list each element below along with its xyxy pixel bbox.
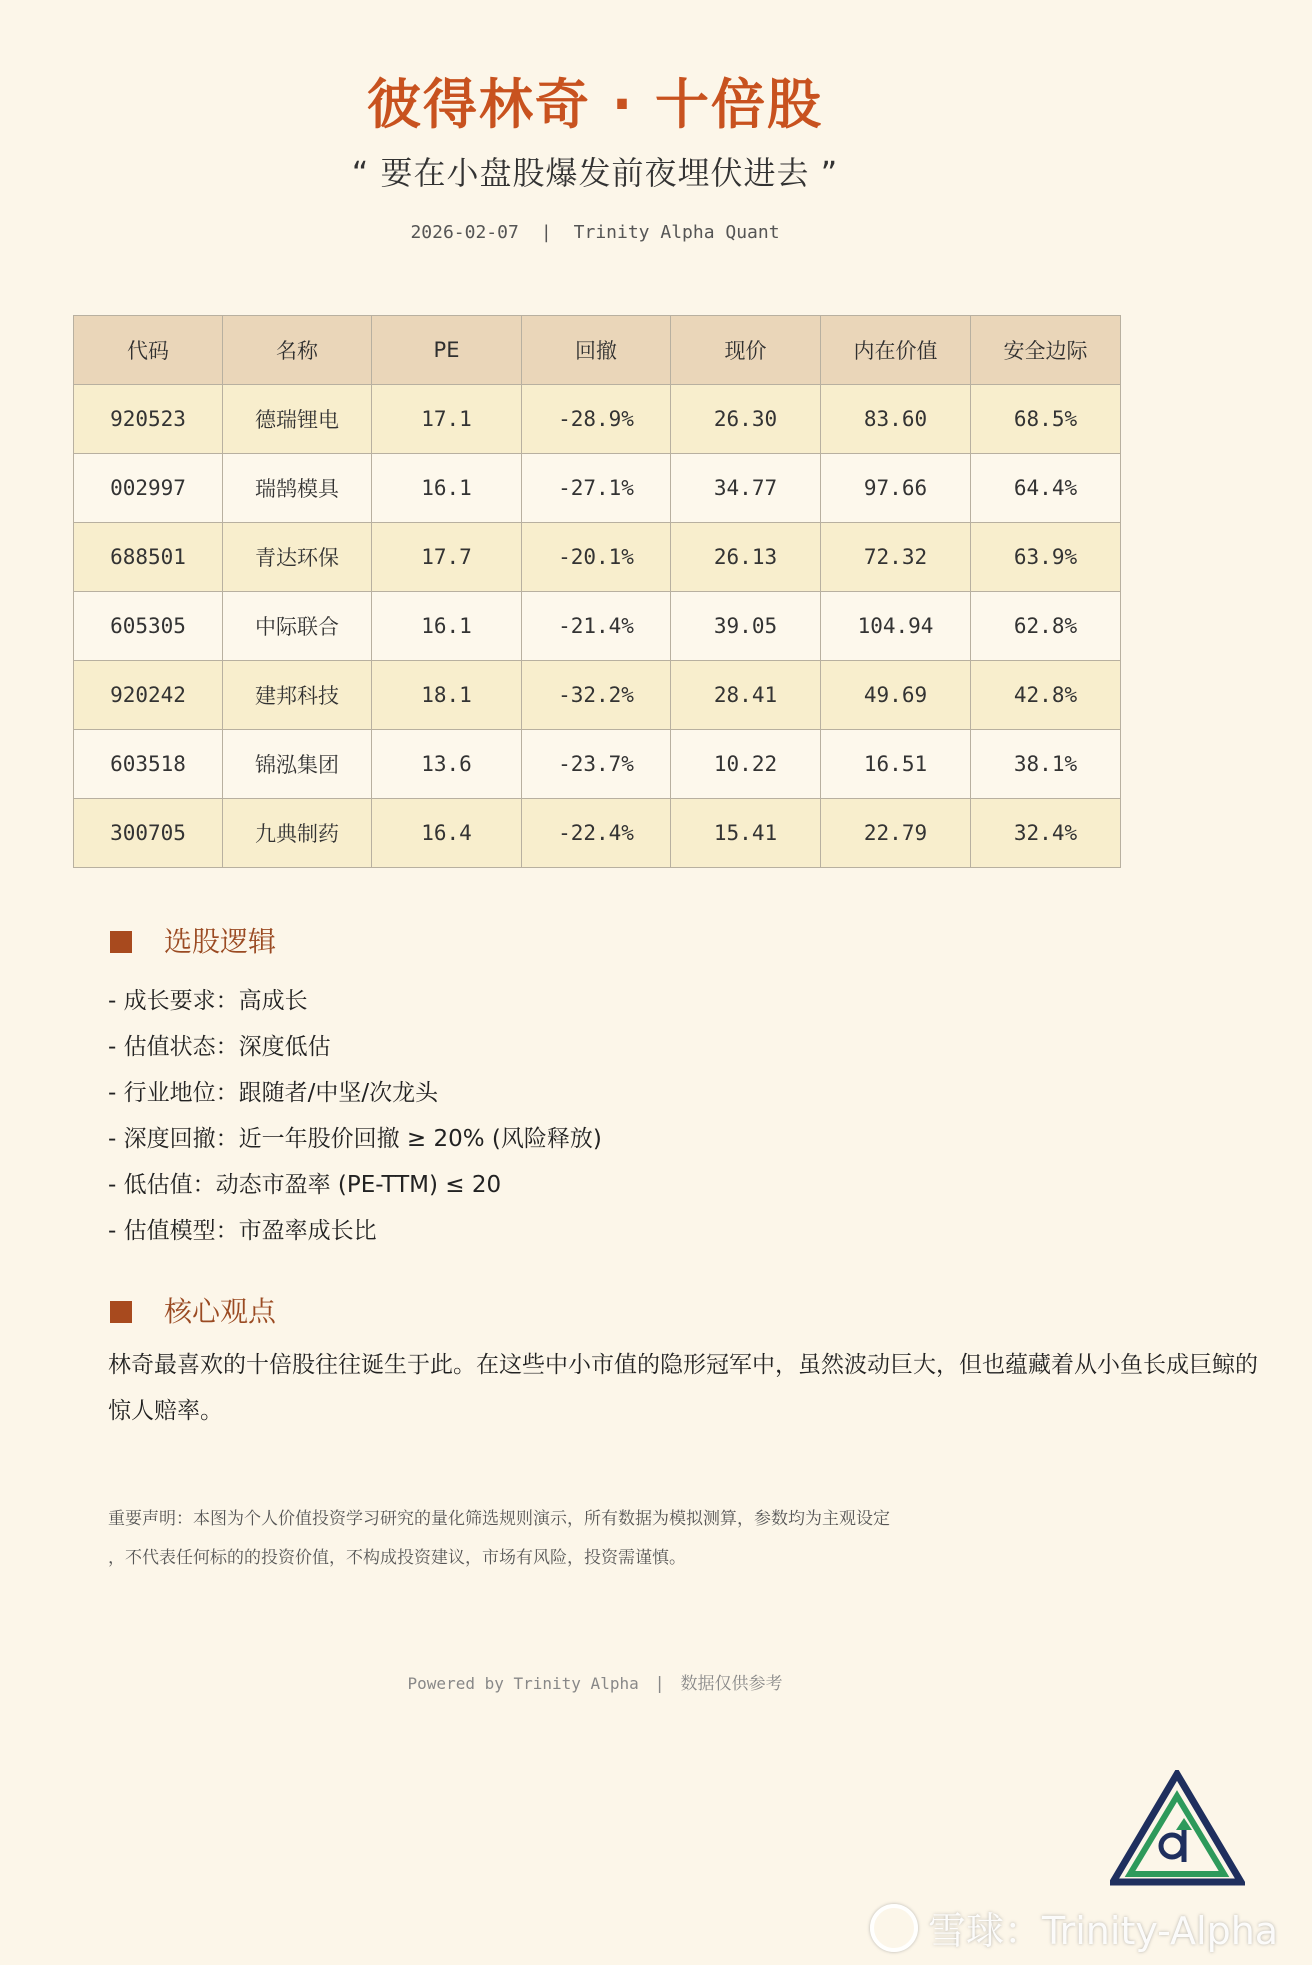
cell-code: 920523 xyxy=(74,385,223,454)
disclaimer-line: 重要声明：本图为个人价值投资学习研究的量化筛选规则演示，所有数据为模拟测算，参数均为主观设定 xyxy=(108,1509,890,1529)
logic-list xyxy=(108,978,602,1254)
cell-price: 15.41 xyxy=(671,799,821,868)
list-item: - 深度回撤：近一年股价回撤 ≥ 20% (风险释放) xyxy=(108,1126,602,1152)
cell-price: 39.05 xyxy=(671,592,821,661)
col-header-drawdown: 回撤 xyxy=(522,316,671,385)
table-header-row xyxy=(74,316,1121,385)
list-item: - 行业地位：跟随者/中坚/次龙头 xyxy=(108,1080,439,1106)
cell-price: 26.13 xyxy=(671,523,821,592)
cell-price: 28.41 xyxy=(671,661,821,730)
meta-line xyxy=(0,222,1190,243)
cell-name: 建邦科技 xyxy=(223,661,372,730)
cell-name: 锦泓集团 xyxy=(223,730,372,799)
list-item: - 低估值：动态市盈率 (PE-TTM) ≤ 20 xyxy=(108,1172,502,1198)
cell-drawdown: -20.1% xyxy=(522,523,671,592)
cell-intrinsic-value: 104.94 xyxy=(821,592,971,661)
cell-name: 德瑞锂电 xyxy=(223,385,372,454)
cell-code: 605305 xyxy=(74,592,223,661)
square-bullet-icon xyxy=(110,931,132,953)
col-header-code: 代码 xyxy=(74,316,223,385)
cell-pe: 16.1 xyxy=(372,454,522,523)
table-row xyxy=(74,661,1121,730)
section-heading-core xyxy=(110,1290,276,1330)
cell-intrinsic-value: 72.32 xyxy=(821,523,971,592)
cell-safety-margin: 32.4% xyxy=(971,799,1121,868)
powered-by: Powered by Trinity Alpha xyxy=(407,1674,639,1693)
report-date: 2026-02-07 xyxy=(410,222,519,243)
table-row xyxy=(74,385,1121,454)
list-item: - 成长要求：高成长 xyxy=(108,988,308,1014)
cell-pe: 17.1 xyxy=(372,385,522,454)
xueqiu-logo-icon xyxy=(870,1904,918,1952)
cell-drawdown: -21.4% xyxy=(522,592,671,661)
cell-pe: 17.7 xyxy=(372,523,522,592)
cell-price: 34.77 xyxy=(671,454,821,523)
cell-code: 603518 xyxy=(74,730,223,799)
table-row xyxy=(74,454,1121,523)
footer-separator: | xyxy=(656,1674,663,1694)
cell-safety-margin: 64.4% xyxy=(971,454,1121,523)
footer xyxy=(0,1669,1190,1694)
cell-drawdown: -28.9% xyxy=(522,385,671,454)
cell-drawdown: -32.2% xyxy=(522,661,671,730)
cell-safety-margin: 62.8% xyxy=(971,592,1121,661)
cell-intrinsic-value: 49.69 xyxy=(821,661,971,730)
meta-separator: | xyxy=(540,222,552,243)
core-viewpoint-text: 林奇最喜欢的十倍股往往诞生于此。在这些中小市值的隐形冠军中，虽然波动巨大，但也蕴藏着从小鱼长成巨鲸的惊人赔率。 xyxy=(108,1352,1258,1424)
square-bullet-icon xyxy=(110,1301,132,1323)
watermark xyxy=(870,1900,1278,1955)
disclaimer-line: ，不代表任何标的的投资价值，不构成投资建议，市场有风险，投资需谨慎。 xyxy=(108,1548,686,1568)
col-header-safety-margin: 安全边际 xyxy=(971,316,1121,385)
cell-pe: 16.4 xyxy=(372,799,522,868)
cell-pe: 16.1 xyxy=(372,592,522,661)
cell-intrinsic-value: 83.60 xyxy=(821,385,971,454)
cell-name: 青达环保 xyxy=(223,523,372,592)
cell-drawdown: -22.4% xyxy=(522,799,671,868)
cell-drawdown: -23.7% xyxy=(522,730,671,799)
col-header-pe: PE xyxy=(372,316,522,385)
cell-name: 瑞鹄模具 xyxy=(223,454,372,523)
cell-safety-margin: 63.9% xyxy=(971,523,1121,592)
footer-note: 数据仅供参考 xyxy=(680,1674,783,1694)
trinity-alpha-logo-icon xyxy=(1110,1770,1245,1890)
cell-safety-margin: 42.8% xyxy=(971,661,1121,730)
page-title: 彼得林奇 · 十倍股 xyxy=(366,73,824,136)
cell-intrinsic-value: 97.66 xyxy=(821,454,971,523)
col-header-intrinsic-value: 内在价值 xyxy=(821,316,971,385)
cell-name: 中际联合 xyxy=(223,592,372,661)
table-row xyxy=(74,592,1121,661)
cell-code: 920242 xyxy=(74,661,223,730)
cell-code: 688501 xyxy=(74,523,223,592)
cell-pe: 18.1 xyxy=(372,661,522,730)
stock-table xyxy=(73,315,1121,868)
subtitle-quote: “ 要在小盘股爆发前夜埋伏进去 ” xyxy=(351,154,839,192)
col-header-price: 现价 xyxy=(671,316,821,385)
watermark-text: 雪球：Trinity-Alpha xyxy=(928,1909,1279,1953)
brand-name: Trinity Alpha Quant xyxy=(573,222,780,243)
table-row xyxy=(74,730,1121,799)
col-header-name: 名称 xyxy=(223,316,372,385)
table-row xyxy=(74,799,1121,868)
cell-price: 10.22 xyxy=(671,730,821,799)
section-heading-text: 核心观点 xyxy=(164,1295,277,1328)
cell-name: 九典制药 xyxy=(223,799,372,868)
section-heading-logic xyxy=(110,920,276,960)
table-row xyxy=(74,523,1121,592)
cell-price: 26.30 xyxy=(671,385,821,454)
cell-drawdown: -27.1% xyxy=(522,454,671,523)
disclaimer xyxy=(108,1500,1108,1578)
cell-safety-margin: 38.1% xyxy=(971,730,1121,799)
section-heading-text: 选股逻辑 xyxy=(164,925,277,958)
list-item: - 估值状态：深度低估 xyxy=(108,1034,331,1060)
cell-safety-margin: 68.5% xyxy=(971,385,1121,454)
cell-code: 300705 xyxy=(74,799,223,868)
cell-intrinsic-value: 16.51 xyxy=(821,730,971,799)
cell-intrinsic-value: 22.79 xyxy=(821,799,971,868)
cell-code: 002997 xyxy=(74,454,223,523)
cell-pe: 13.6 xyxy=(372,730,522,799)
list-item: - 估值模型：市盈率成长比 xyxy=(108,1218,377,1244)
